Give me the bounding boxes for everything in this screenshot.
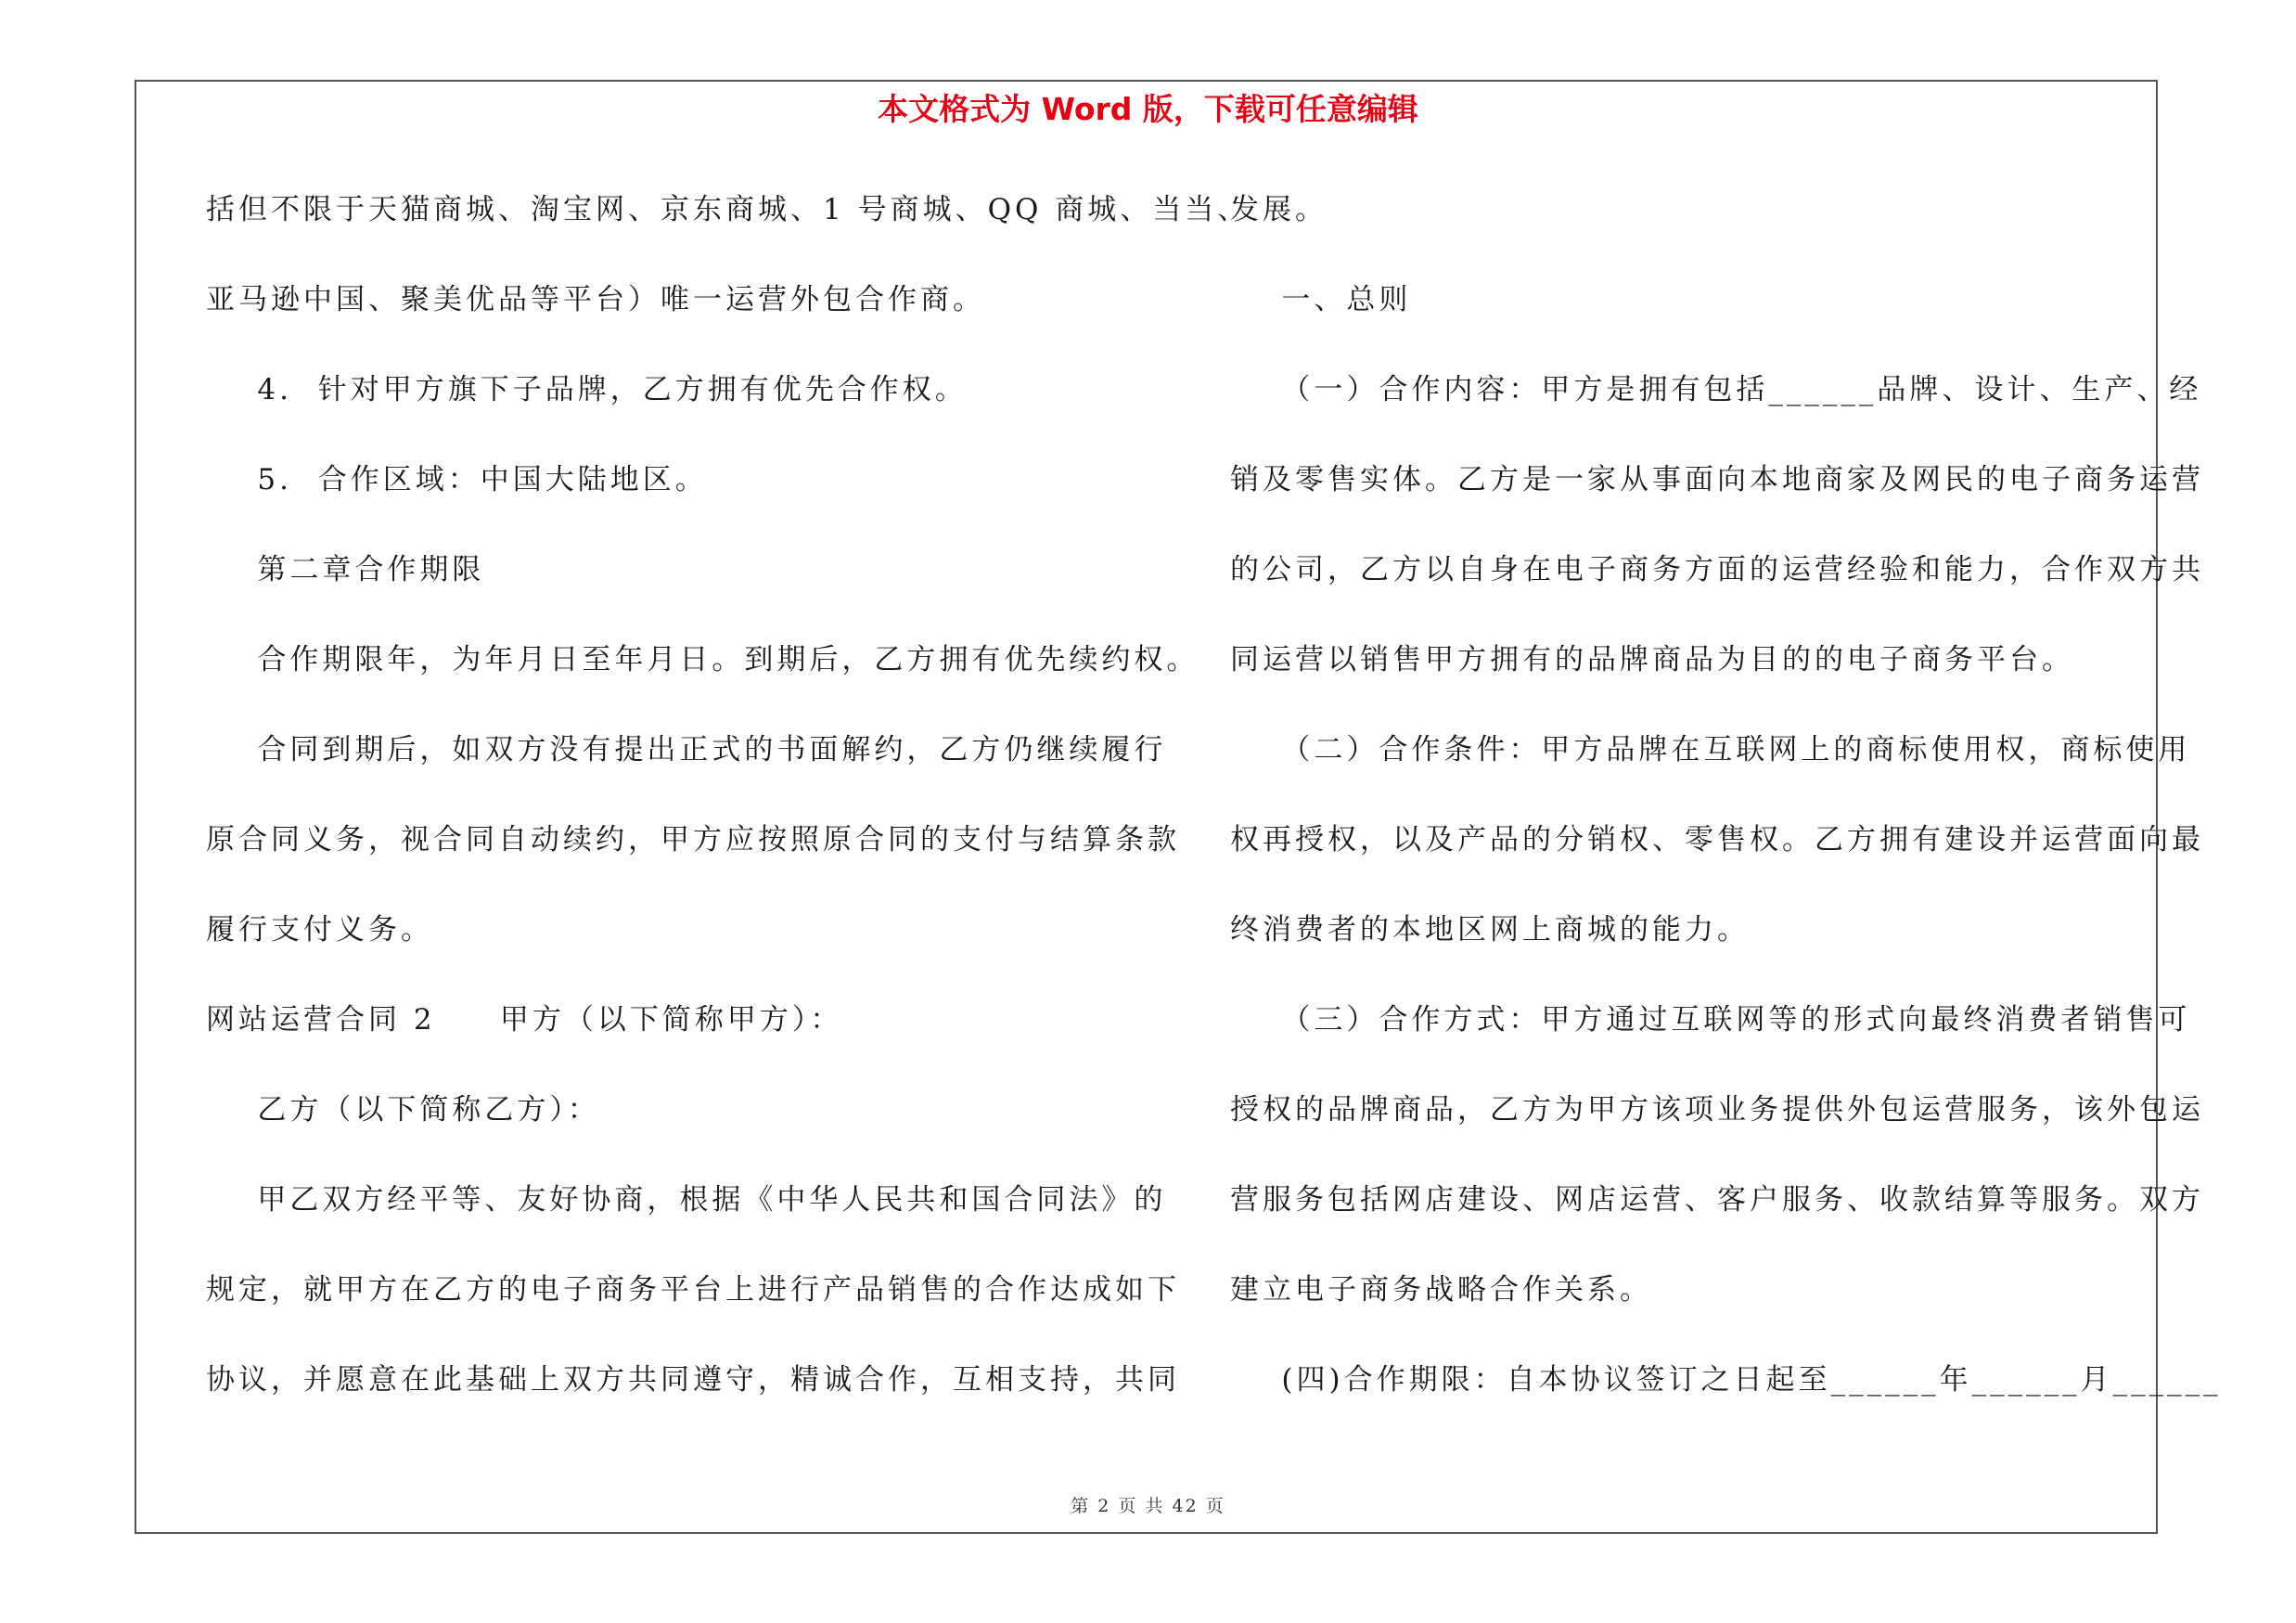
text-line: 终消费者的本地区网上商城的能力。 [1230, 913, 1750, 947]
contract-title-line: 网站运营合同 2 甲方（以下简称甲方）： [206, 1003, 843, 1037]
text-line: 建立电子商务战略合作关系。 [1230, 1273, 1652, 1307]
text-line: 亚马逊中国、聚美优品等平台）唯一运营外包合作商。 [206, 283, 985, 316]
text-line: 乙方（以下简称乙方）： [206, 1093, 600, 1127]
text-line: （三）合作方式：甲方通过互联网等的形式向最终消费者销售可 [1230, 1003, 2191, 1037]
text-line: 同运营以销售甲方拥有的品牌商品为目的的电子商务平台。 [1230, 643, 2074, 676]
text-line: （二）合作条件：甲方品牌在互联网上的商标使用权，商标使用 [1230, 733, 2191, 766]
text-line: 协议，并愿意在此基础上双方共同遵守，精诚合作，互相支持，共同 [206, 1363, 1180, 1397]
page-number-footer: 第 2 页 共 42 页 [1071, 1496, 1225, 1516]
right-column [1230, 182, 2222, 1425]
text-line: 履行支付义务。 [206, 913, 433, 947]
text-line: 的公司，乙方以自身在电子商务方面的运营经验和能力，合作双方共 [1230, 553, 2204, 586]
text-line: 发展。 [1230, 193, 1328, 226]
text-line: 权再授权，以及产品的分销权、零售权。乙方拥有建设并运营面向最 [1230, 823, 2204, 857]
left-column [206, 182, 1251, 1425]
section-heading: 一、总则 [1230, 283, 1412, 316]
text-line: (四)合作期限：自本协议签订之日起至______年______月______ [1230, 1363, 2222, 1397]
chapter-heading: 第二章合作期限 [206, 553, 485, 586]
text-line: 括但不限于天猫商城、淘宝网、京东商城、1 号商城、QQ 商城、当当、 [206, 193, 1251, 226]
text-line: 授权的品牌商品，乙方为甲方该项业务提供外包运营服务，该外包运 [1230, 1093, 2204, 1127]
text-line: 5. 合作区域：中国大陆地区。 [206, 463, 708, 496]
format-banner: 本文格式为 Word 版，下载可任意编辑 [878, 91, 1418, 127]
text-line: 营服务包括网店建设、网店运营、客户服务、收款结算等服务。双方 [1230, 1183, 2204, 1217]
text-line: 4. 针对甲方旗下子品牌，乙方拥有优先合作权。 [206, 373, 968, 406]
text-line: 合同到期后，如双方没有提出正式的书面解约，乙方仍继续履行 [206, 733, 1167, 766]
text-line: 合作期限年，为年月日至年月日。到期后，乙方拥有优先续约权。 [206, 643, 1199, 676]
text-line: 原合同义务，视合同自动续约，甲方应按照原合同的支付与结算条款 [206, 823, 1180, 857]
text-line: （一）合作内容：甲方是拥有包括______品牌、设计、生产、经 [1230, 373, 2202, 406]
text-line: 甲乙双方经平等、友好协商，根据《中华人民共和国合同法》的 [206, 1183, 1167, 1217]
text-line: 销及零售实体。乙方是一家从事面向本地商家及网民的电子商务运营 [1230, 463, 2204, 496]
text-line: 规定，就甲方在乙方的电子商务平台上进行产品销售的合作达成如下 [206, 1273, 1180, 1307]
